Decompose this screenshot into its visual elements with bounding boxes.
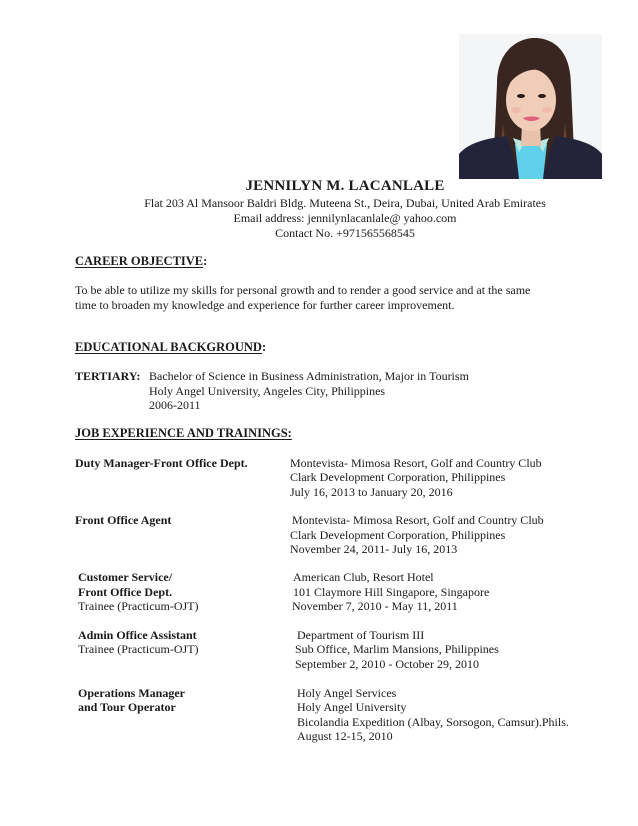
job-title-line-2: and Tour Operator xyxy=(78,700,176,714)
job-dates: November 24, 2011- July 16, 2013 xyxy=(290,542,458,556)
job-employer: Montevista- Mimosa Resort, Golf and Country Club xyxy=(290,456,542,470)
school: Holy Angel University, Angeles City, Philippines xyxy=(149,384,386,398)
job-title: Operations Manager xyxy=(78,686,185,700)
profile-photo xyxy=(459,34,602,179)
job-title: Customer Service/ xyxy=(78,570,173,584)
job-role-note: Trainee (Practicum-OJT) xyxy=(78,642,199,656)
school-years: 2006-2011 xyxy=(149,398,201,412)
job-title: Front Office Agent xyxy=(75,513,172,527)
job-dates: November 7, 2010 - May 11, 2011 xyxy=(292,599,458,613)
applicant-name: JENNILYN M. LACANLALE xyxy=(245,178,445,194)
heading-text: EDUCATIONAL BACKGROUND xyxy=(75,340,262,354)
job-role-note: Trainee (Practicum-OJT) xyxy=(78,599,199,613)
heading-text: CAREER OBJECTIVE xyxy=(75,254,204,268)
email-address[interactable]: Email address: jennilynlacanlale@ yahoo.com xyxy=(233,211,457,225)
job-dates: July 16, 2013 to January 20, 2016 xyxy=(290,485,453,499)
job-dates: September 2, 2010 - October 29, 2010 xyxy=(295,657,479,671)
education-level: TERTIARY: xyxy=(75,369,141,383)
job-employer: Holy Angel Services xyxy=(297,686,397,700)
experience-heading xyxy=(75,426,292,441)
degree: Bachelor of Science in Business Administration, Major in Tourism xyxy=(149,369,469,383)
job-location: Clark Development Corporation, Philippines xyxy=(290,528,506,542)
job-location: Bicolandia Expedition (Albay, Sorsogon, Camsur).Phils. xyxy=(297,715,569,729)
heading-colon: : xyxy=(261,340,267,354)
career-objective-heading xyxy=(75,254,207,269)
job-location: 101 Claymore Hill Singapore, Singapore xyxy=(293,585,490,599)
heading-colon: : xyxy=(203,254,208,268)
job-title: Duty Manager-Front Office Dept. xyxy=(75,456,248,470)
education-heading xyxy=(75,340,266,355)
job-employer: Montevista- Mimosa Resort, Golf and Country Club xyxy=(292,513,544,527)
portrait-image xyxy=(459,34,602,179)
job-title-line-2: Front Office Dept. xyxy=(78,585,173,599)
job-employer-line-2: Holy Angel University xyxy=(297,700,407,714)
address: Flat 203 Al Mansoor Baldri Bldg. Muteena St., Deira, Dubai, United Arab Emirates xyxy=(144,196,546,210)
job-location: Clark Development Corporation, Philippines xyxy=(290,470,506,484)
job-location: Sub Office, Marlim Mansions, Philippines xyxy=(295,642,499,656)
objective-line-2: time to broaden my knowledge and experience for further career improvement. xyxy=(75,298,455,312)
job-title: Admin Office Assistant xyxy=(78,628,197,642)
heading-text: JOB EXPERIENCE AND TRAININGS: xyxy=(75,426,292,440)
objective-line-1: To be able to utilize my skills for personal growth and to render a good service and at the same xyxy=(75,283,531,297)
job-employer: American Club, Resort Hotel xyxy=(293,570,434,584)
contact-number: Contact No. +971565568545 xyxy=(275,226,415,240)
job-dates: August 12-15, 2010 xyxy=(297,729,393,743)
job-employer: Department of Tourism III xyxy=(297,628,425,642)
